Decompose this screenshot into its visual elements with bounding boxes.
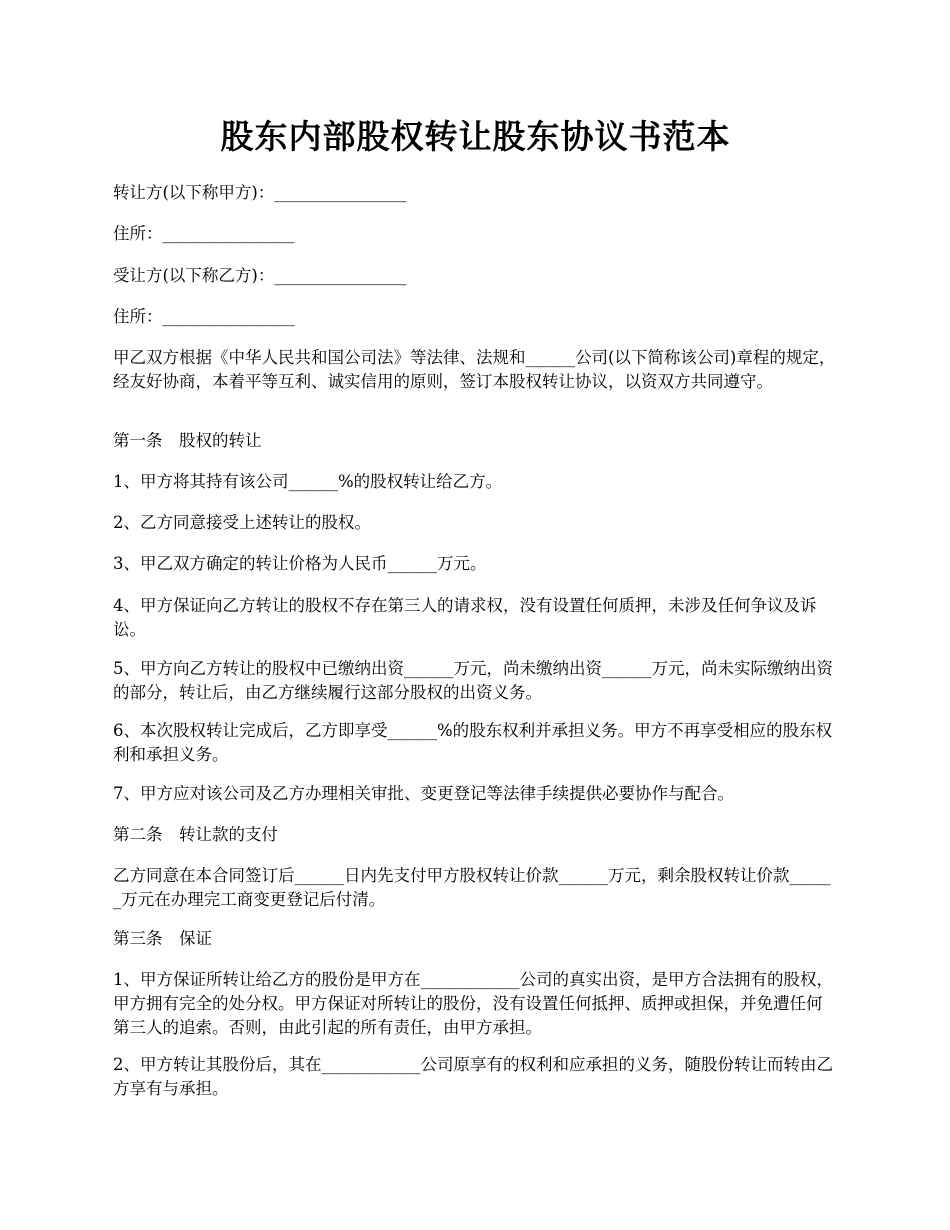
article-3-heading: 第三条 保证 xyxy=(113,929,212,948)
transferee-address-line: 住所：________________ xyxy=(113,307,295,326)
transferee-line: 受让方(以下称乙方)：________________ xyxy=(113,266,407,285)
article-1-clause-7: 7、甲方应对该公司及乙方办理相关审批、变更登记等法律手续提供必要协作与配合。 xyxy=(113,784,734,803)
article-3-clause-2: 2、甲方转让其股份后，其在____________公司原享有的权利和应承担的义务，随股份转让而转由乙方享有与承担。 xyxy=(113,1055,833,1098)
article-1-clause-1: 1、甲方将其持有该公司______%的股权转让给乙方。 xyxy=(113,472,503,491)
article-2-clause: 乙方同意在本合同签订后______日内先支付甲方股权转让价款______万元，剩余股权转让价款______万元在办理完工商变更登记后付清。 xyxy=(113,866,831,909)
article-1-clause-5: 5、甲方向乙方转让的股权中已缴纳出资______万元，尚未缴纳出资______万元，尚未实际缴纳出资的部分，转让后，由乙方继续履行这部分股权的出资义务。 xyxy=(113,659,833,702)
article-1-clause-2: 2、乙方同意接受上述转让的股权。 xyxy=(113,513,371,532)
article-3-clause-1: 1、甲方保证所转让给乙方的股份是甲方在____________公司的真实出资，是甲方合法拥有的股权，甲方拥有完全的处分权。甲方保证对所转让的股份，没有设置任何抵押、质押或担保，并免遭任何第三人的追索。否则，由此引起的所有责任，由甲方承担。 xyxy=(113,970,833,1037)
article-2-heading: 第二条 转让款的支付 xyxy=(113,825,278,844)
preamble-paragraph: 甲乙双方根据《中华人民共和国公司法》等法律、法规和______公司(以下简称该公司)章程的规定，经友好协商，本着平等互利、诚实信用的原则，签订本股权转让协议，以资双方共同遵守。 xyxy=(113,348,836,391)
transferor-line: 转让方(以下称甲方)：________________ xyxy=(113,183,407,202)
article-1-clause-6: 6、本次股权转让完成后，乙方即享受______%的股东权利并承担义务。甲方不再享受相应的股东权利和承担义务。 xyxy=(113,721,833,764)
article-1-clause-3: 3、甲乙双方确定的转让价格为人民币______万元。 xyxy=(113,554,487,573)
document-title: 股东内部股权转让股东协议书范本 xyxy=(220,117,731,156)
article-1-heading: 第一条 股权的转让 xyxy=(113,431,262,450)
article-1-clause-4: 4、甲方保证向乙方转让的股权不存在第三人的请求权，没有设置任何质押，未涉及任何争议及诉讼。 xyxy=(113,596,817,639)
transferor-address-line: 住所：________________ xyxy=(113,224,295,243)
